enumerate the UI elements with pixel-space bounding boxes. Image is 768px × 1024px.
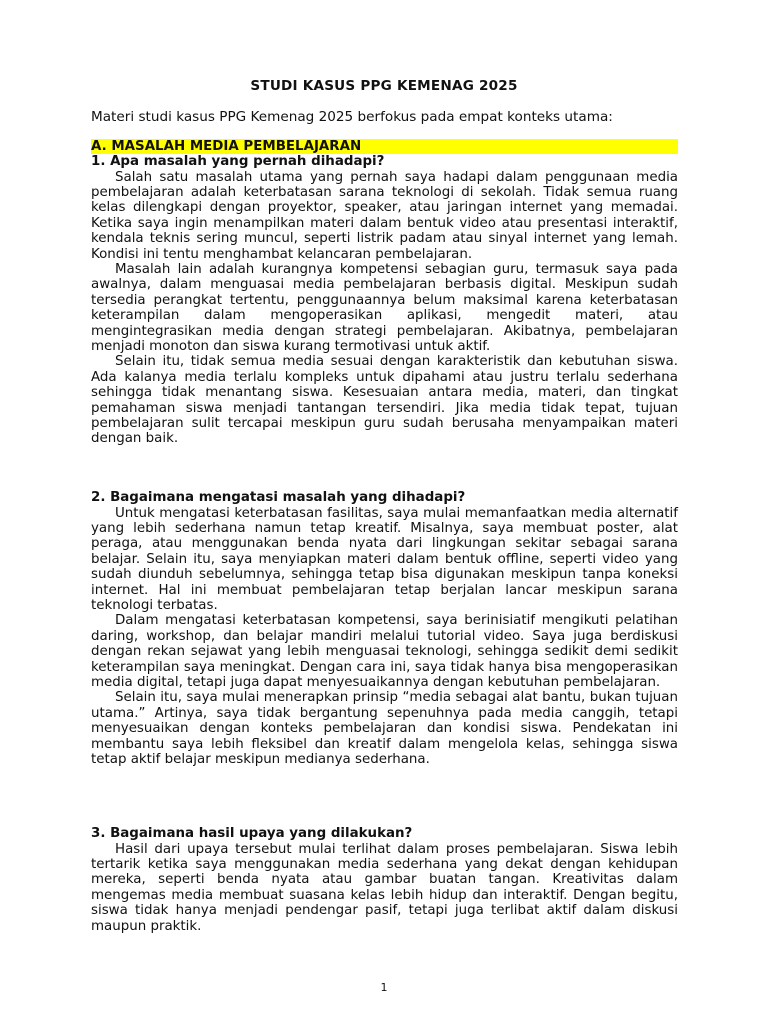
paragraph: Masalah lain adalah kurangnya kompetensi sebagian guru, termasuk saya pada awalnya, dalam menguasai media pembelajaran berbasis digital. Meskipun sudah tersedia perangkat tertentu, penggunaannya belum maksimal karena keterbatasan keterampilan dalam mengoperasikan aplikasi, mengedit materi, atau mengintegrasikan media dengan strategi pembelajaran. Akibatnya, pembelajaran menjadi monoton dan siswa kurang termotivasi untuk aktif. <box>91 261 678 354</box>
question-block-2 <box>91 490 678 767</box>
paragraph: Salah satu masalah utama yang pernah saya hadapi dalam penggunaan media pembelajaran adalah keterbatasan sarana teknologi di sekolah. Tidak semua ruang kelas dilengkapi dengan proyektor, speaker, atau jaringan internet yang memadai. Ketika saya ingin menampilkan materi dalam bentuk video atau presentasi interaktif, kendala teknis sering muncul, seperti listrik padam atau sinyal internet yang lemah. Kondisi ini tentu menghambat kelancaran pembelajaran. <box>91 169 678 262</box>
page-number: 1 <box>380 981 388 994</box>
document-title: STUDI KASUS PPG KEMENAG 2025 <box>250 78 518 94</box>
question-block-3 <box>91 826 678 934</box>
paragraph: Hasil dari upaya tersebut mulai terlihat dalam proses pembelajaran. Siswa lebih tertarik ketika saya menggunakan media sederhana yang dekat dengan kehidupan mereka, seperti benda nyata atau gambar buatan tangan. Kreativitas dalam mengemas media membuat suasana kelas lebih hidup dan interaktif. Dengan begitu, siswa tidak hanya menjadi pendengar pasif, tetapi juga terlibat aktif dalam diskusi maupun praktik. <box>91 841 678 934</box>
question-heading: 1. Apa masalah yang pernah dihadapi? <box>91 154 385 169</box>
paragraph: Selain itu, saya mulai menerapkan prinsip “media sebagai alat bantu, bukan tujuan utama.” Artinya, saya tidak bergantung sepenuhnya pada media canggih, tetapi menyesuaikan dengan konteks pembelajaran dan kondisi siswa. Pendekatan ini membantu saya lebih fleksibel dan kreatif dalam mengelola kelas, sehingga siswa tetap aktif belajar meskipun medianya sederhana. <box>91 690 678 767</box>
question-heading: 3. Bagaimana hasil upaya yang dilakukan? <box>91 826 413 841</box>
intro-text: Materi studi kasus PPG Kemenag 2025 berfokus pada empat konteks utama: <box>91 109 613 125</box>
paragraph: Dalam mengatasi keterbatasan kompetensi, saya berinisiatif mengikuti pelatihan daring, workshop, dan belajar mandiri melalui tutorial video. Saya juga berdiskusi dengan rekan sejawat yang lebih menguasai teknologi, sehingga sedikit demi sedikit keterampilan saya meningkat. Dengan cara ini, saya tidak hanya bisa mengoperasikan media digital, tetapi juga dapat menyesuaikannya dengan kebutuhan pembelajaran. <box>91 613 678 690</box>
question-heading: 2. Bagaimana mengatasi masalah yang dihadapi? <box>91 490 466 505</box>
paragraph: Selain itu, tidak semua media sesuai dengan karakteristik dan kebutuhan siswa. Ada kalanya media terlalu kompleks untuk dipahami atau justru terlalu sederhana sehingga tidak menantang siswa. Kesesuaian antara media, materi, dan tingkat pemahaman siswa menjadi tantangan tersendiri. Jika media tidak tepat, tujuan pembelajaran sulit tercapai meskipun guru sudah berusaha menyampaikan materi dengan baik. <box>91 354 678 447</box>
section-heading-a: A. MASALAH MEDIA PEMBELAJARAN <box>91 139 678 154</box>
question-block-1 <box>91 154 678 447</box>
paragraph: Untuk mengatasi keterbatasan fasilitas, saya mulai memanfaatkan media alternatif yang lebih sederhana namun tetap kreatif. Misalnya, saya membuat poster, alat peraga, atau menggunakan benda nyata dari lingkungan sekitar sebagai sarana belajar. Selain itu, saya menyiapkan materi dalam bentuk offline, seperti video yang sudah diunduh sebelumnya, sehingga tetap bisa digunakan meskipun tanpa koneksi internet. Hal ini membuat pembelajaran tetap berjalan lancar meskipun sarana teknologi terbatas. <box>91 505 678 613</box>
